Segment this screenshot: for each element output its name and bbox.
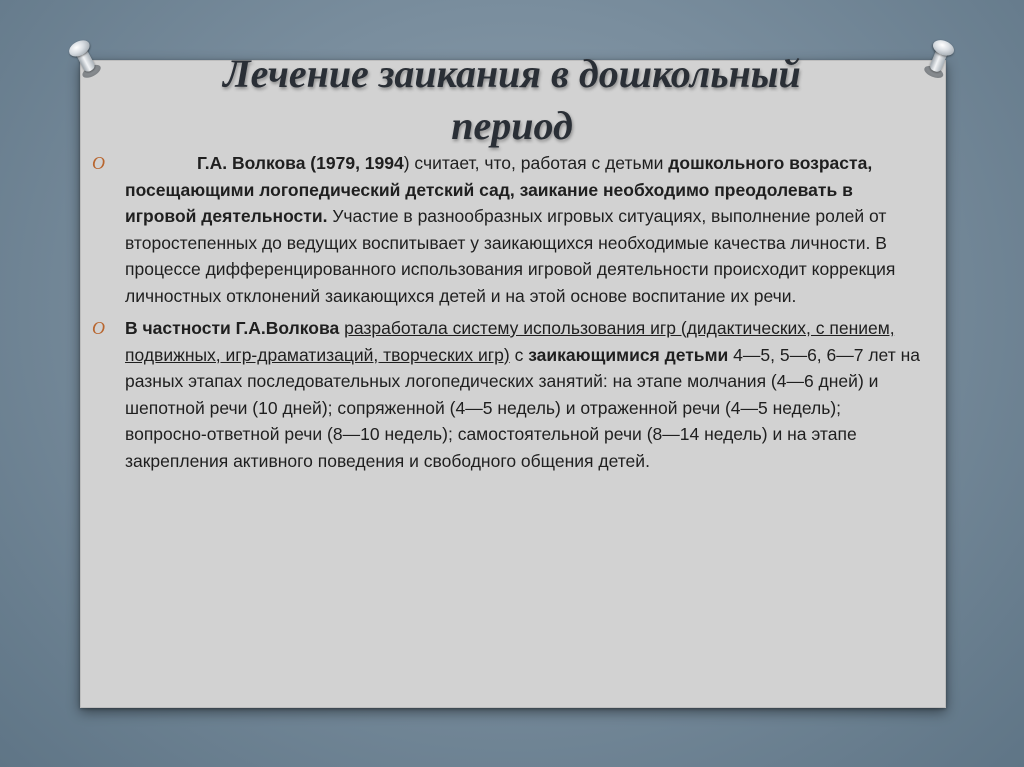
slide-body (92, 150, 922, 480)
bullet-item: O Г.А. Волкова (1979, 1994) считает, что, работая с детьми дошкольного возраста, посещающими логопедический детский сад, заикание необходимо преодолевать в игровой деятельности. Участие в разнообразных игровых ситуациях, выполнение ролей от второстепенных до ведущих воспитывает у заикающихся необходимые качества личности. В процессе дифференцированного использования игровой деятельности происходит коррекция личностных отклонений заикающихся детей и на этой основе воспитание их речи. (92, 150, 922, 309)
bold-phrase: заикающимися детьми (528, 344, 729, 365)
title-line-2: период (451, 103, 573, 148)
slide-title (100, 48, 924, 152)
bullet-item: O В частности Г.А.Волкова разработала систему использования игр (дидактических, с пением, подвижных, игр-драматизаций, творческих игр) с заикающимися детьми 4—5, 5—6, 6—7 лет на разных этапах последовательных логопедических занятий: на этапе молчания (4—6 дней) и шепотной речи (10 дней); сопряженной (4—5 недель) и отраженной речи (4—5 недель); вопросно-ответной речи (8—10 недель); самостоятельной речи (8—14 недель) и на этапе закрепления активного поведения и свободного общения детей. (92, 315, 922, 474)
key-statement: дошкольного возраста, посещающими логопедический детский сад, заикание необходимо преодолевать в игровой деятельности. (125, 153, 873, 226)
lead-phrase: В частности Г.А.Волкова (125, 318, 340, 338)
author-citation: Г.А. Волкова (1979, 1994 (197, 153, 404, 173)
title-line-1: Лечение заикания в дошкольный (223, 51, 801, 96)
bullet-marker: O (92, 153, 105, 173)
bullet-marker: O (92, 318, 105, 338)
underlined-phrase: разработала систему использования игр (дидактических, с пением, подвижных, игр-драматизаций, творческих игр) (125, 318, 895, 365)
